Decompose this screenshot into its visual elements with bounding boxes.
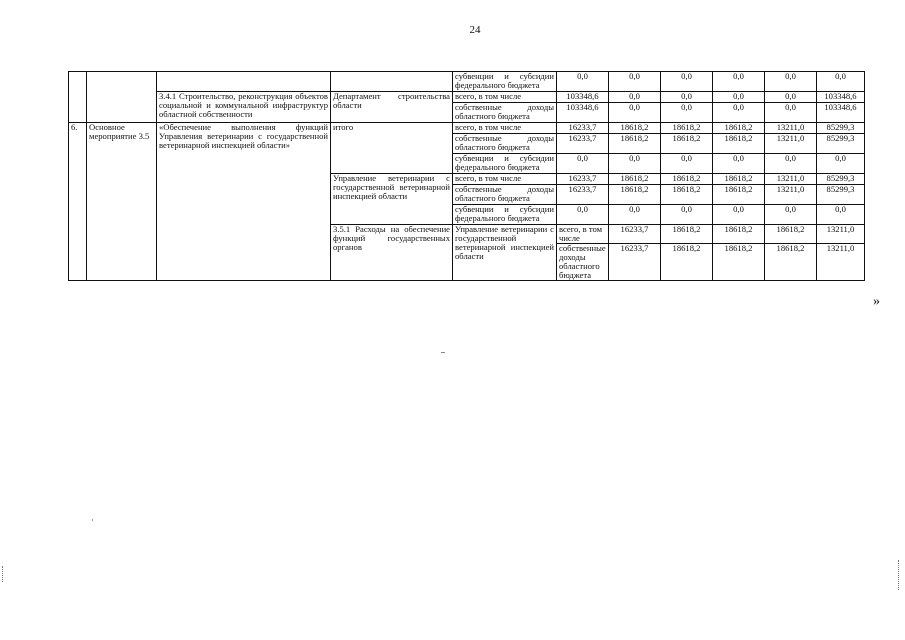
value-cell: 0,0: [713, 92, 765, 103]
source-label: всего, в том числе: [557, 225, 609, 244]
item-name: 3.5.1 Расходы на обеспечение функций государственных органов: [331, 225, 453, 281]
value-cell: 0,0: [661, 92, 713, 103]
value-cell: 0,0: [661, 103, 713, 123]
value-cell: 0,0: [765, 103, 817, 123]
value-cell: 18618,2: [713, 225, 765, 244]
value-cell: 0,0: [765, 154, 817, 174]
source-label: субвенции и субсидии федерального бюджета: [453, 72, 557, 92]
source-label: всего, в том числе: [453, 92, 557, 103]
value-cell: 13211,0: [765, 123, 817, 134]
measure-name: Основное мероприятие 3.5: [87, 123, 157, 281]
value-cell: 16233,7: [609, 244, 661, 281]
value-cell: 16233,7: [557, 134, 609, 154]
value-cell: 0,0: [609, 72, 661, 92]
value-cell: 0,0: [557, 154, 609, 174]
value-cell: 18618,2: [661, 225, 713, 244]
value-cell: 18618,2: [661, 134, 713, 154]
scan-edge-mark: [2, 566, 5, 582]
value-cell: 13211,0: [765, 185, 817, 205]
source-label: субвенции и субсидии федерального бюджета: [453, 154, 557, 174]
source-label: всего, в том числе: [453, 123, 557, 134]
value-cell: 85299,3: [817, 185, 865, 205]
value-cell: 18618,2: [713, 134, 765, 154]
responsible-entity: Управление ветеринарии с государственной ветеринарной инспекцией области: [331, 174, 453, 225]
value-cell: 0,0: [765, 72, 817, 92]
value-cell: 13211,0: [765, 174, 817, 185]
value-cell: 103348,6: [817, 103, 865, 123]
value-cell: 18618,2: [713, 185, 765, 205]
value-cell: 18618,2: [765, 225, 817, 244]
value-cell: 18618,2: [661, 123, 713, 134]
value-cell: 0,0: [661, 154, 713, 174]
value-cell: 16233,7: [557, 185, 609, 205]
value-cell: 16233,7: [557, 123, 609, 134]
item-name: 3.4.1 Строительство, реконструкция объектов социальной и коммунальной инфраструктур областной собственности: [157, 92, 331, 123]
table-row: [69, 123, 865, 134]
value-cell: 16233,7: [557, 174, 609, 185]
value-cell: 0,0: [661, 205, 713, 225]
value-cell: 16233,7: [609, 225, 661, 244]
value-cell: 13211,0: [765, 134, 817, 154]
value-cell: 85299,3: [817, 134, 865, 154]
value-cell: 0,0: [765, 92, 817, 103]
page-number: 24: [469, 24, 481, 36]
value-cell: 18618,2: [609, 185, 661, 205]
value-cell: 18618,2: [713, 123, 765, 134]
value-cell: 0,0: [609, 92, 661, 103]
value-cell: 18618,2: [661, 185, 713, 205]
value-cell: 0,0: [817, 205, 865, 225]
table-cell-empty: [69, 72, 87, 123]
value-cell: 18618,2: [713, 244, 765, 281]
value-cell: 0,0: [713, 205, 765, 225]
scan-speck: [92, 519, 93, 521]
value-cell: 0,0: [557, 205, 609, 225]
value-cell: 0,0: [609, 154, 661, 174]
measure-description: «Обеспечение выполнения функций Управления ветеринарии с государственной ветеринарной инспекцией области»: [157, 123, 331, 281]
value-cell: 18618,2: [661, 174, 713, 185]
value-cell: 0,0: [765, 205, 817, 225]
source-label: собственные доходы областного бюджета: [453, 185, 557, 205]
value-cell: 103348,6: [557, 103, 609, 123]
value-cell: 0,0: [817, 154, 865, 174]
scan-mark: [441, 352, 445, 353]
value-cell: 13211,0: [817, 225, 865, 244]
scan-edge-mark: [898, 560, 901, 590]
value-cell: 18618,2: [661, 244, 713, 281]
table-row: [69, 92, 865, 103]
table-cell-empty: [331, 72, 453, 92]
table-row: [69, 72, 865, 92]
table-cell-empty: [157, 72, 331, 92]
table-cell-empty: [87, 72, 157, 123]
source-label: субвенции и субсидии федерального бюджета: [453, 205, 557, 225]
value-cell: 18618,2: [609, 123, 661, 134]
value-cell: 0,0: [713, 103, 765, 123]
responsible-entity: итого: [331, 123, 453, 174]
source-label: собственные доходы областного бюджета: [557, 244, 609, 281]
value-cell: 0,0: [661, 72, 713, 92]
value-cell: 85299,3: [817, 174, 865, 185]
value-cell: 18618,2: [713, 174, 765, 185]
value-cell: 0,0: [609, 205, 661, 225]
responsible-entity: Управление ветеринарии с государственной ветеринарной инспекцией области: [453, 225, 557, 281]
source-label: всего, в том числе: [453, 174, 557, 185]
value-cell: 18618,2: [609, 134, 661, 154]
budget-table: [68, 71, 865, 281]
value-cell: 18618,2: [765, 244, 817, 281]
value-cell: 0,0: [817, 72, 865, 92]
value-cell: 0,0: [713, 154, 765, 174]
source-label: собственные доходы областного бюджета: [453, 134, 557, 154]
value-cell: 0,0: [557, 72, 609, 92]
closing-quote: »: [873, 294, 880, 309]
value-cell: 85299,3: [817, 123, 865, 134]
row-number: 6.: [69, 123, 87, 281]
value-cell: 18618,2: [609, 174, 661, 185]
responsible-entity: Департамент строительства области: [331, 92, 453, 123]
source-label: собственные доходы областного бюджета: [453, 103, 557, 123]
value-cell: 0,0: [713, 72, 765, 92]
value-cell: 103348,6: [557, 92, 609, 103]
value-cell: 13211,0: [817, 244, 865, 281]
value-cell: 0,0: [609, 103, 661, 123]
value-cell: 103348,6: [817, 92, 865, 103]
